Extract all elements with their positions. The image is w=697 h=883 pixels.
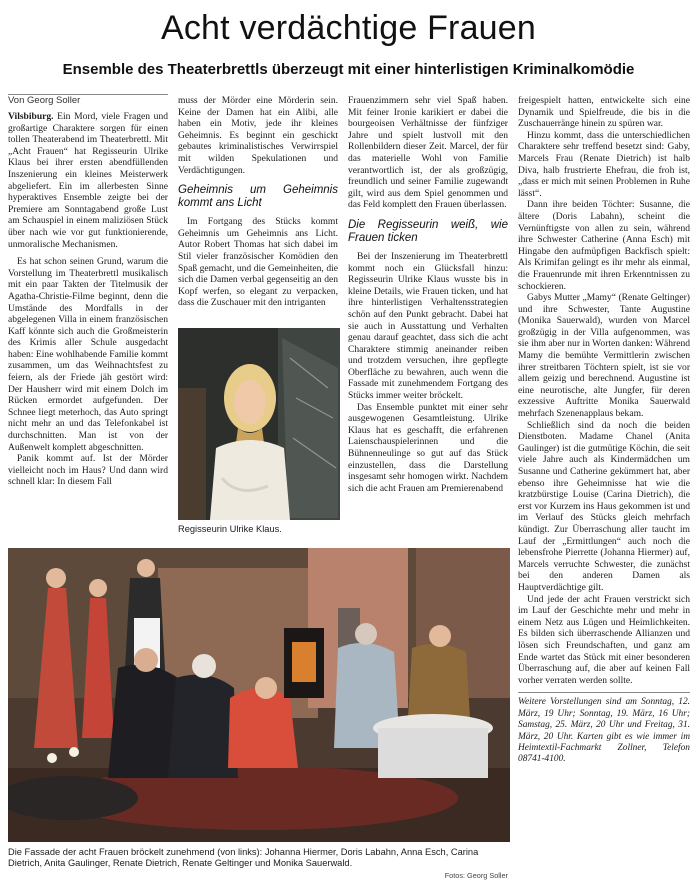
- paragraph: freigespielt hatten, entwickelte sich eine Dynamik und Spielfreude, die bis in die Zuschauerränge hinein zu spüren war.: [518, 95, 690, 130]
- paragraph: Hinzu kommt, dass die unterschiedlichen Charaktere sehr treffend besetzt sind: Gaby, Marcels Frau (Renate Dietrich) ist halb Diva, halb frustrierte Ehefrau, die froh ist, „dass er mich mit seinen Problemen in Ruhe lässt“.: [518, 129, 690, 199]
- column-4: [518, 95, 690, 766]
- paragraph: Gabys Mutter „Mamy“ (Renate Geltinger) und ihre Schwester, Tante Augustine (Monika Sauerwald), wurden von Marcel großzügig in der Villa aufgenommen, was sie ihm aber nur in Worten danken: Während Mamy die bemühte Vermittlerin zwischen ihrer streitbaren Töchtern spielt, ist sie vor allem geizig und berechnend. Augustine ist eine neurotische, alte Jungfer, für deren exzessive Auftritte Monika Sauerwald mehrfach Szenenapplaus bekam.: [518, 292, 690, 420]
- column-1: [8, 111, 168, 488]
- director-photo: [178, 328, 340, 520]
- article-subtitle: Ensemble des Theaterbrettls überzeugt mit einer hinterlistigen Kriminalkomödie: [62, 61, 635, 78]
- ensemble-photo-caption: Die Fassade der acht Frauen bröckelt zunehmend (von links): Johanna Hiermer, Doris Labahn, Anna Esch, Carina Dietrich, Anita Gaulinger, Renate Dietrich, Renate Geltinger und Monika Sauerwald.: [8, 847, 479, 869]
- ensemble-photo: [8, 548, 510, 842]
- subheading: Geheimnis um Geheimnis kommt ans Licht: [178, 184, 338, 210]
- info-rule: [518, 692, 690, 693]
- column-3: [348, 95, 508, 494]
- paragraph: [8, 111, 168, 250]
- paragraph: Dann ihre beiden Töchter: Susanne, die ältere (Doris Labahn), scheint die Vernünftigste von allen zu sein, während ihre Schwester Catherine (Anna Esch) mit Hingabe den aufmüpfigen Backfisch spielt: Als Krimifan gelingt es ihr mehr als einmal, die Frauenrunde mit ihren Erkenntnissen zu schockieren.: [518, 199, 690, 292]
- director-photo-caption: Regisseurin Ulrike Klaus.: [178, 524, 282, 534]
- article-title: Acht verdächtige Frauen: [160, 9, 537, 47]
- paragraph: muss der Mörder eine Mörderin sein. Keine der Damen hat ein Alibi, alle haben ein Motiv, jede ihr kleines Geheimnis. Es beginnt ein geschickt gebautes kriminalistisches Verwirrspiel mit wilden Spekulationen und Verdächtigungen.: [178, 95, 338, 176]
- column-2: [178, 95, 338, 309]
- subheading: Die Regisseurin weiß, wie Frauen ticken: [348, 218, 508, 244]
- performance-info: Weitere Vorstellungen sind am Sonntag, 12. März, 19 Uhr; Sonntag, 19. März, 16 Uhr; Samstag, 25. März, 20 Uhr und Freitag, 31. März, 20 Uhr. Karten gibt es wie immer im Heimtextil-Fachmarkt Zollner, Telefon 08741-4100.: [518, 697, 690, 765]
- paragraph: Im Fortgang des Stücks kommt Geheimnis um Geheimnis ans Licht. Autor Robert Thomas hat sich dabei im Stil vieler französischer Komödien den Spaß gemacht, und die Gemeinheiten, die sich die Damen verbal gegenseitig an den Kopf werfen, so elegant zu verpacken, dass die Zuschauer mit den intriganten: [178, 216, 338, 309]
- paragraph: Und jede der acht Frauen verstrickt sich im Lauf der Geschichte mehr und mehr in einem Netz aus Lügen und Heimlichkeiten. Es bilden sich überraschende Allianzen und lösen sich Freundschaften, und ganz am Ende wartet das Stück mit einer besonderen Überraschung auf, die aber auf keinen Fall vorher verraten werden sollte.: [518, 593, 690, 686]
- paragraph-text: Ein Mord, viele Fragen und großartige Charaktere sorgen für einen tollen Theaterabend im Theaterbrettl. Mit „Acht Frauen“ hat Regisseurin Ulrike Klaus bei ihrer ersten abendfüllenden Inszenierung ein kleines Meisterwerk abgeliefert. Ein im allerbesten Sinne hyperaktives Ensemble zeigte bei der Premiere am Sonntagabend große Lust am Schauspiel in einem maliziösen Stück über nach wie vor gut funktionierende, unmoralische Mechanismen.: [8, 111, 168, 250]
- byline: Von Georg Soller: [8, 95, 81, 106]
- paragraph: Schließlich sind da noch die beiden Dienstboten. Madame Chanel (Anita Gaulinger) ist die gutmütige Köchin, die seit viele Jahre auch als Kindermädchen um Susanne und Catherine gekümmert hat, aber ebenso ihre Geheimnisse hat wie die kratzbürstige Louise (Carina Dietrich), die erst vor Kurzem ins Haus gekommen ist und im Verlauf des Stücks gleich mehrfach kündigt. Zur Überraschung aller taucht im Lauf der „Ermittlungen“ auch noch die lebensfrohe Pierrette (Johanna Hiermer) auf, Marcels verruchte Schwester, die zunächst bei den anderen Damen als Hauptverdächtige gilt.: [518, 419, 690, 593]
- paragraph: Das Ensemble punktet mit einer sehr ausgewogenen Gesamtleistung. Ulrike Klaus hat es geschafft, die erfahrenen Laienschauspielerinnen und die Bühnenneulinge so gut auf das Stück einzustellen, dass die Darstellung insgesamt sehr homogen wirkt. Nachdem sich die acht Frauen am Premierenabend: [348, 401, 508, 494]
- paragraph: Frauenzimmern sehr viel Spaß haben. Mit feiner Ironie karikiert er dabei die bourgeoisen Verhältnisse der fünfziger Jahre und spielt lustvoll mit den Rollenbildern dieser Zeit. Marcel, der für das materielle Wohl von Familie verantwortlich ist, der als großzügig, freundlich und seiner Familie zugewandt gilt, wird aus dem Spiel genommen und das Feld komplett den Frauen überlassen.: [348, 95, 508, 211]
- paragraph: Panik kommt auf. Ist der Mörder vielleicht noch im Haus? Und dann wird schnell klar: In diesem Fall: [8, 453, 168, 488]
- paragraph: Es hat schon seinen Grund, warum die Vorstellung im Theaterbrettl musikalisch mit ein paar Takten der Titelmusik der Agatha-Christie-Filme beginnt, denn die Umstände des Mordfalls in der abgelegenen Villa in einem französischen Kaff könnte sich auch die Großmeisterin des Krimis aller Schule ausgedacht haben: Eine wohlhabende Familie kommt zusammen, um das Weihnachtsfest zu feiern, als der Friede jäh gestört wird: Der Hausherr wird mit einem Dolch im Rücken ermordet aufgefunden. Der Schnee liegt meterhoch, das Auto springt nicht mehr an und das Telefonkabel ist durchschnitten. Man ist von der Außenwelt komplett abgeschnitten.: [8, 256, 168, 453]
- paragraph: Bei der Inszenierung im Theaterbrettl kommt noch ein Glücksfall hinzu: Regisseurin Ulrike Klaus wusste bis in kleine Details, wie Frauen ticken, und hat ihre hinterlistigen Verhaltensstrategien schön auf den Punkt gebracht. Dabei hat sie auch in Ausstattung und Verhalten genau darauf geachtet, dass sich die acht Charaktere stimmig aneinander reiben und trotzdem versuchen, ihre gepflegte Oberfläche zu bewahren, auch wenn die Fassade mit zunehmendem Fortgang des Stücks immer weiter bröckelt.: [348, 250, 508, 402]
- dateline: Vilsbiburg.: [8, 111, 54, 122]
- photo-credit: Fotos: Georg Soller: [444, 871, 508, 880]
